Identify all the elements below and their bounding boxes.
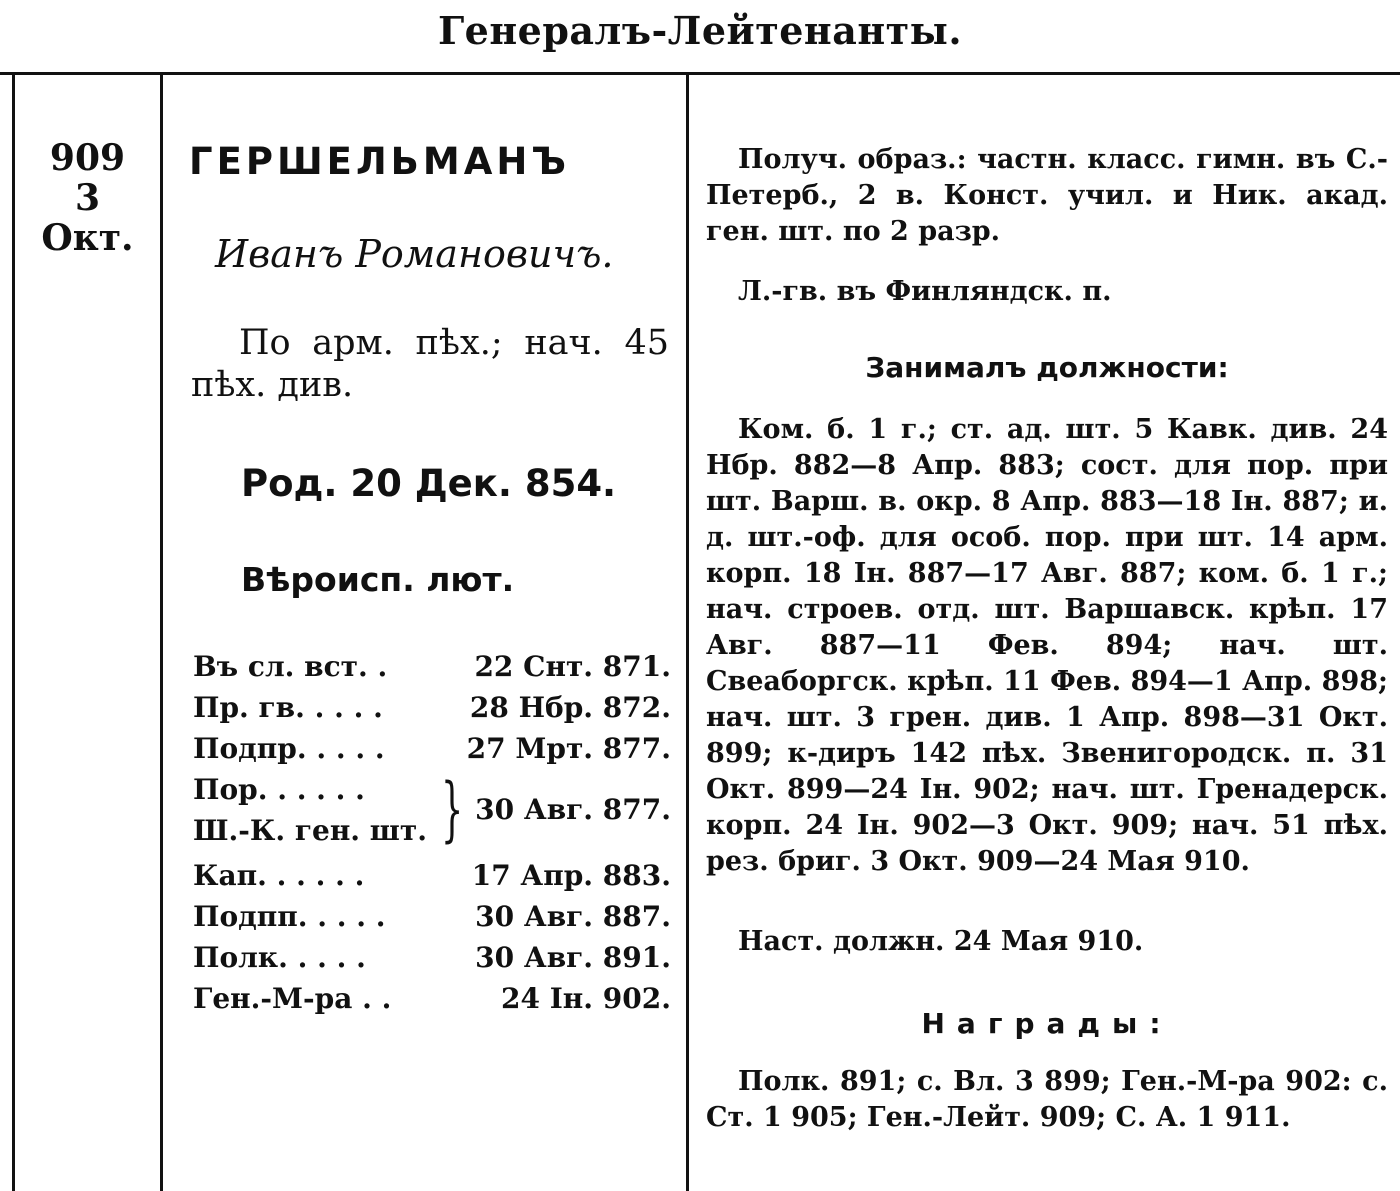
- rank-row: [193, 978, 671, 1019]
- rank-row: [193, 937, 671, 978]
- rank-name: Ген.-М-ра . .: [193, 982, 392, 1015]
- rank-list: [193, 646, 671, 1019]
- entry-date-month: Окт.: [41, 217, 134, 259]
- rank-row: [193, 896, 671, 937]
- rank-row: [193, 728, 671, 769]
- rank-date: 17 Апр. 883.: [471, 859, 671, 892]
- birth-date: Род. 20 Дек. 854.: [241, 462, 617, 505]
- rank-date: 30 Авг. 887.: [475, 900, 671, 933]
- rank-name: Подпр. . . . .: [193, 732, 385, 765]
- rank-date: 22 Снт. 871.: [474, 650, 671, 683]
- service-column: [706, 142, 1388, 1136]
- rank-pair-row: [193, 769, 671, 855]
- rank-date: 24 Ін. 902.: [501, 982, 671, 1015]
- entry-number: 909: [49, 137, 126, 179]
- posts-text: Ком. б. 1 г.; ст. ад. шт. 5 Кавк. див. 24 Нбр. 882—8 Апр. 883; сост. для пор. при шт. Варш. в. окр. 8 Апр. 883—18 Ін. 887; и. д. шт.-оф. для особ. пор. при шт. 14 арм. корп. 18 Ін. 887—17 Авг. 887; ком. б. 1 г.; нач. строев. отд. шт. Варшавск. крѣп. 17 Авг. 887—11 Фев. 894; нач. шт. Свеаборгск. крѣп. 11 Фев. 894—1 Апр. 898; нач. шт. 3 грен. див. 1 Апр. 898—31 Окт. 899; к-диръ 142 пѣх. Звенигородск. п. 31 Окт. 899—24 Ін. 902; нач. шт. Гренадерск. корп. 24 Ін. 902—3 Окт. 909; нач. 51 пѣх. рез. бриг. 3 Окт. 909—24 Мая 910.: [706, 414, 1388, 877]
- column-divider-2: [686, 74, 689, 1191]
- awards-text: Полк. 891; с. Вл. 3 899; Ген.-М-ра 902: с. Ст. 1 905; Ген.-Лейт. 909; С. А. 1 911.: [706, 1066, 1388, 1133]
- posts-heading: Занималъ должности:: [865, 351, 1229, 384]
- rank-name: Ш.-К. ген. шт.: [193, 814, 427, 847]
- given-name: Иванъ Романовичъ.: [215, 232, 614, 276]
- religion: Вѣроисп. лют.: [241, 560, 515, 599]
- education-text: Получ. образ.: частн. класс. гимн. въ С.-Петерб., 2 в. Конст. учил. и Ник. акад. ген. шт. по 2 разр.: [706, 144, 1388, 247]
- rank-row: [193, 687, 671, 728]
- rank-date: 28 Нбр. 872.: [469, 691, 671, 724]
- entry-number-column: [15, 138, 160, 258]
- rank-name: Подпп. . . . .: [193, 900, 386, 933]
- awards-heading: Награды:: [921, 1007, 1173, 1040]
- rank-date: 30 Авг. 891.: [475, 941, 671, 974]
- current-post-text: Наст. должн. 24 Мая 910.: [738, 926, 1144, 957]
- brace-glyph: }: [441, 768, 464, 850]
- current-position: По арм. пѣх.; нач. 45 пѣх. див.: [191, 323, 669, 405]
- rank-name: Полк. . . . .: [193, 941, 366, 974]
- rank-date: 30 Авг. 877.: [475, 793, 671, 826]
- page-title: Генералъ-Лейтенанты.: [437, 8, 963, 53]
- rank-name: Пор. . . . . .: [193, 773, 365, 806]
- guard-regiment-text: Л.-гв. въ Финляндск. п.: [738, 276, 1112, 307]
- rank-name: Пр. гв. . . . .: [193, 691, 383, 724]
- rank-name: Кап. . . . . .: [193, 859, 365, 892]
- rank-name: Въ сл. вст. .: [193, 650, 388, 683]
- top-rule: [0, 72, 1400, 75]
- surname: ГЕРШЕЛЬМАНЪ: [189, 140, 571, 183]
- rank-row: [193, 646, 671, 687]
- rank-date: 27 Мрт. 877.: [466, 732, 671, 765]
- rank-row: [193, 855, 671, 896]
- entry-date-day: 3: [74, 177, 101, 219]
- column-divider-1: [160, 74, 163, 1191]
